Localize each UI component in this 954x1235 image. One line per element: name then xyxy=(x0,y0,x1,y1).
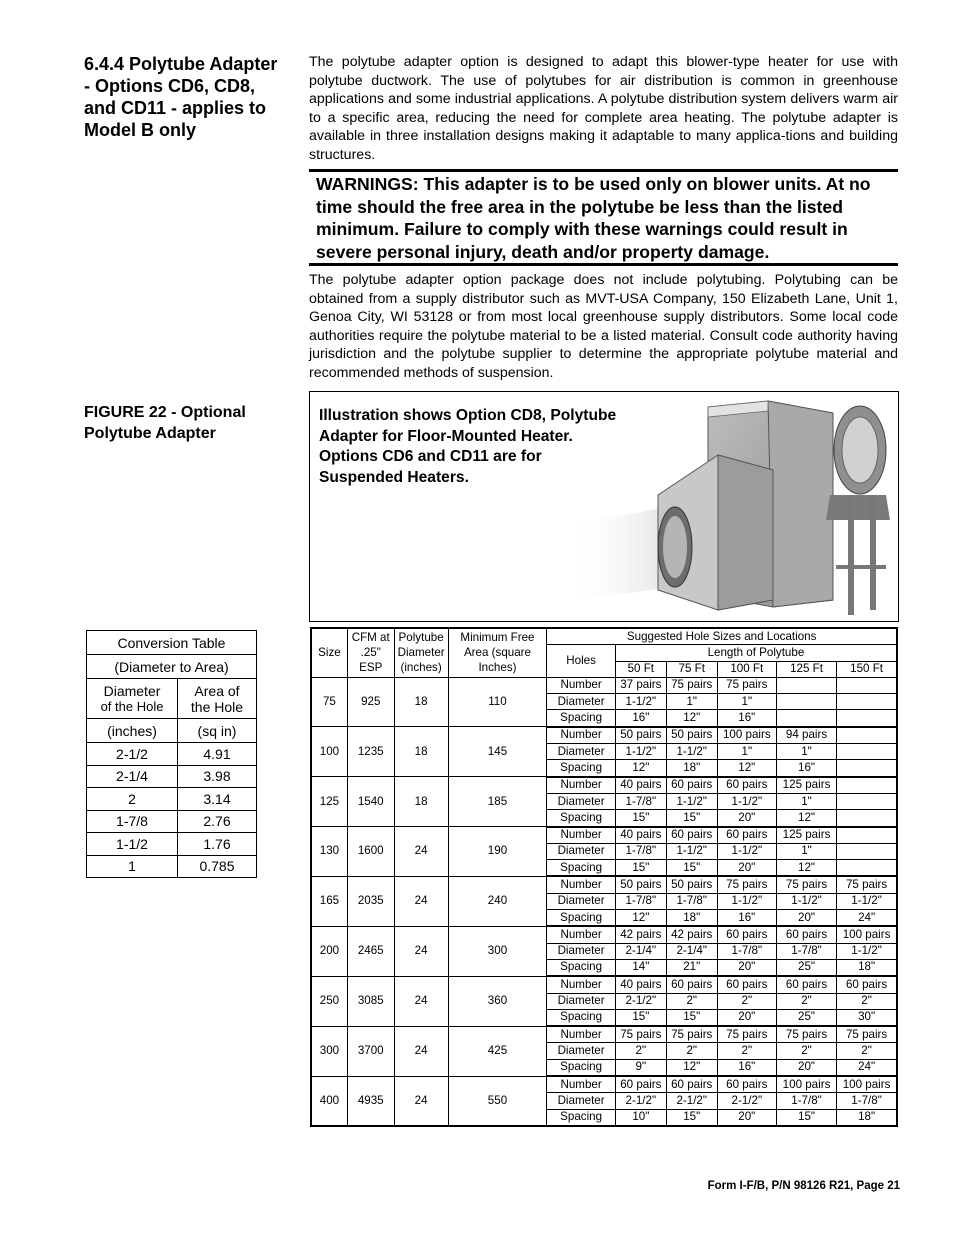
hole-attribute-label: Number xyxy=(547,1076,616,1093)
number-value-cell: 50 pairs xyxy=(666,727,717,744)
diameter-value-cell: 1-7/8" xyxy=(615,793,666,809)
area-unit: (sq in) xyxy=(178,719,257,743)
cfm-cell: 1235 xyxy=(347,727,394,777)
polytube-diameter-header: Polytube Diameter (inches) xyxy=(394,628,448,677)
number-value-cell: 37 pairs xyxy=(615,677,666,693)
spacing-value-cell: 20" xyxy=(717,959,776,976)
conversion-row xyxy=(87,788,257,811)
diameter-value-cell: 1" xyxy=(776,843,836,859)
hole-attribute-label: Diameter xyxy=(547,993,616,1009)
diameter-value-cell: 1-1/2" xyxy=(837,893,897,909)
length-150-header: 150 Ft xyxy=(837,661,897,677)
diameter-value-cell: 1-1/2" xyxy=(666,793,717,809)
spacing-value-cell: 25" xyxy=(776,959,836,976)
diameter-value-cell xyxy=(837,843,897,859)
size-cell: 125 xyxy=(311,777,347,827)
figure-caption: Illustration shows Option CD8, Polytube Adapter for Floor-Mounted Heater. Options CD6 and CD11 are for Suspended Heaters. xyxy=(319,407,617,486)
conversion-row xyxy=(87,855,257,878)
hole-attribute-label: Diameter xyxy=(547,843,616,859)
package-note-paragraph: The polytube adapter option package does not include polytubing. Polytubing can be obtained from a supply distributor such as MVT-USA Company, 150 Elizabeth Lane, Unit 1, Genoa City, WI 53128 or from most local greenhouse supply distributors. Some local code authorities require the polytube material to be a listed material. Consult code authority having jurisdiction and the polytube supplier to determine the appropriate polytube material and recommended methods of suspension. xyxy=(309,272,898,381)
size-cell: 200 xyxy=(311,926,347,976)
free-area-header: Minimum Free Area (square Inches) xyxy=(448,628,547,677)
dia-cell: 18 xyxy=(394,677,448,726)
size-cell: 300 xyxy=(311,1026,347,1076)
spacing-value-cell: 25" xyxy=(776,1009,836,1026)
number-value-cell: 75 pairs xyxy=(776,1026,836,1043)
cfm-cell: 2465 xyxy=(347,926,394,976)
spacing-value-cell: 15" xyxy=(666,1009,717,1026)
spacing-value-cell: 15" xyxy=(615,860,666,877)
area-cell: 550 xyxy=(448,1076,547,1126)
area-cell: 300 xyxy=(448,926,547,976)
number-value-cell: 60 pairs xyxy=(666,827,717,844)
spacing-value-cell: 12" xyxy=(717,760,776,777)
cfm-cell: 1540 xyxy=(347,777,394,827)
area-cell: 1.76 xyxy=(178,833,257,856)
spacing-value-cell: 10" xyxy=(615,1109,666,1126)
adapter-duct-shape xyxy=(658,455,773,610)
spacing-value-cell: 18" xyxy=(666,760,717,777)
spacing-value-cell: 18" xyxy=(837,1109,897,1126)
number-value-cell: 60 pairs xyxy=(666,976,717,993)
hole-attribute-label: Spacing xyxy=(547,710,616,727)
dia-cell: 24 xyxy=(394,876,448,926)
size-cell: 400 xyxy=(311,1076,347,1126)
length-100-header: 100 Ft xyxy=(717,661,776,677)
heater-adapter-illustration xyxy=(568,395,898,621)
conversion-title: Conversion Table xyxy=(87,631,257,655)
number-value-cell: 75 pairs xyxy=(666,1026,717,1043)
area-cell: 110 xyxy=(448,677,547,726)
diameter-cell: 2 xyxy=(87,788,178,811)
diameter-value-cell: 2" xyxy=(666,993,717,1009)
diameter-value-cell: 2-1/2" xyxy=(666,1093,717,1109)
number-value-cell: 60 pairs xyxy=(666,777,717,794)
area-cell: 360 xyxy=(448,976,547,1026)
number-value-cell: 60 pairs xyxy=(776,976,836,993)
table-row xyxy=(311,1026,897,1043)
spacing-value-cell: 24" xyxy=(837,1059,897,1076)
spacing-value-cell: 20" xyxy=(717,860,776,877)
spacing-value-cell: 21" xyxy=(666,959,717,976)
dia-cell: 18 xyxy=(394,777,448,827)
diameter-value-cell xyxy=(837,793,897,809)
spacing-value-cell xyxy=(837,860,897,877)
spacing-value-cell: 16" xyxy=(717,710,776,727)
number-value-cell: 40 pairs xyxy=(615,777,666,794)
diameter-value-cell: 1-7/8" xyxy=(615,893,666,909)
conversion-row xyxy=(87,765,257,788)
suggested-holes-header: Suggested Hole Sizes and Locations xyxy=(547,628,897,645)
spacing-value-cell: 12" xyxy=(776,860,836,877)
hole-attribute-label: Diameter xyxy=(547,793,616,809)
conversion-table xyxy=(86,630,257,878)
size-cell: 100 xyxy=(311,727,347,777)
spacing-value-cell: 9" xyxy=(615,1059,666,1076)
number-value-cell: 60 pairs xyxy=(717,926,776,943)
spacing-value-cell: 16" xyxy=(717,1059,776,1076)
spacing-value-cell: 20" xyxy=(776,1059,836,1076)
area-cell: 2.76 xyxy=(178,810,257,833)
diameter-value-cell: 2-1/2" xyxy=(615,1093,666,1109)
hole-attribute-label: Spacing xyxy=(547,1009,616,1026)
number-value-cell: 60 pairs xyxy=(666,1076,717,1093)
spacing-value-cell xyxy=(837,760,897,777)
number-value-cell: 42 pairs xyxy=(666,926,717,943)
diameter-value-cell: 1-7/8" xyxy=(717,943,776,959)
number-value-cell: 100 pairs xyxy=(717,727,776,744)
figure-title: FIGURE 22 - Optional Polytube Adapter xyxy=(84,404,246,442)
diameter-cell: 2-1/2 xyxy=(87,743,178,766)
hole-attribute-label: Spacing xyxy=(547,860,616,877)
dia-cell: 24 xyxy=(394,1026,448,1076)
number-value-cell: 125 pairs xyxy=(776,777,836,794)
spacing-value-cell: 16" xyxy=(717,910,776,927)
number-value-cell: 75 pairs xyxy=(837,876,897,893)
size-cell: 165 xyxy=(311,876,347,926)
diameter-cell: 2-1/4 xyxy=(87,765,178,788)
number-value-cell: 75 pairs xyxy=(776,876,836,893)
spacing-value-cell: 20" xyxy=(717,810,776,827)
diameter-value-cell: 1-1/2" xyxy=(615,694,666,710)
number-value-cell: 75 pairs xyxy=(717,1026,776,1043)
hole-attribute-label: Diameter xyxy=(547,694,616,710)
hole-attribute-label: Spacing xyxy=(547,910,616,927)
hole-attribute-label: Number xyxy=(547,926,616,943)
number-value-cell: 60 pairs xyxy=(776,926,836,943)
hole-attribute-label: Diameter xyxy=(547,943,616,959)
area-cell: 3.14 xyxy=(178,788,257,811)
dia-cell: 24 xyxy=(394,926,448,976)
number-value-cell: 50 pairs xyxy=(615,876,666,893)
spacing-value-cell: 16" xyxy=(615,710,666,727)
area-cell: 240 xyxy=(448,876,547,926)
size-header: Size xyxy=(311,628,347,677)
cfm-header: CFM at .25" ESP xyxy=(347,628,394,677)
page-footer: Form I-F/B, P/N 98126 R21, Page 21 xyxy=(707,1180,900,1192)
dia-cell: 24 xyxy=(394,827,448,877)
diameter-column-header: Diameter of the Hole xyxy=(87,679,178,719)
number-value-cell: 60 pairs xyxy=(615,1076,666,1093)
spacing-value-cell: 20" xyxy=(717,1009,776,1026)
length-50-header: 50 Ft xyxy=(615,661,666,677)
hole-attribute-label: Diameter xyxy=(547,893,616,909)
spacing-value-cell xyxy=(837,810,897,827)
holes-header: Holes xyxy=(547,645,616,678)
area-cell: 145 xyxy=(448,727,547,777)
number-value-cell: 40 pairs xyxy=(615,827,666,844)
number-value-cell: 75 pairs xyxy=(717,677,776,693)
diameter-value-cell: 2" xyxy=(776,993,836,1009)
spacing-value-cell: 30" xyxy=(837,1009,897,1026)
cfm-cell: 1600 xyxy=(347,827,394,877)
dia-cell: 24 xyxy=(394,976,448,1026)
number-value-cell: 50 pairs xyxy=(615,727,666,744)
diameter-value-cell xyxy=(837,744,897,760)
hole-sizes-table xyxy=(310,627,898,1127)
diameter-value-cell: 1" xyxy=(776,744,836,760)
table-row xyxy=(311,727,897,744)
number-value-cell: 100 pairs xyxy=(837,926,897,943)
diameter-value-cell: 1-7/8" xyxy=(776,1093,836,1109)
diameter-value-cell: 2" xyxy=(666,1043,717,1059)
length-125-header: 125 Ft xyxy=(776,661,836,677)
diameter-value-cell: 2-1/2" xyxy=(615,993,666,1009)
spacing-value-cell: 15" xyxy=(615,810,666,827)
number-value-cell: 94 pairs xyxy=(776,727,836,744)
number-value-cell: 60 pairs xyxy=(717,777,776,794)
diameter-cell: 1-7/8 xyxy=(87,810,178,833)
hole-attribute-label: Diameter xyxy=(547,744,616,760)
diameter-value-cell: 2-1/2" xyxy=(717,1093,776,1109)
diameter-value-cell: 1-1/2" xyxy=(717,893,776,909)
hole-attribute-label: Number xyxy=(547,727,616,744)
hole-attribute-label: Spacing xyxy=(547,1059,616,1076)
diameter-value-cell: 1-1/2" xyxy=(837,943,897,959)
number-value-cell: 60 pairs xyxy=(717,976,776,993)
conversion-subtitle: (Diameter to Area) xyxy=(87,655,257,679)
table-row xyxy=(311,926,897,943)
spacing-value-cell: 14" xyxy=(615,959,666,976)
spacing-value-cell: 24" xyxy=(837,910,897,927)
area-cell: 3.98 xyxy=(178,765,257,788)
spacing-value-cell: 15" xyxy=(666,1109,717,1126)
spacing-value-cell: 15" xyxy=(615,1009,666,1026)
number-value-cell: 40 pairs xyxy=(615,976,666,993)
dia-cell: 24 xyxy=(394,1076,448,1126)
diameter-value-cell: 1-7/8" xyxy=(776,943,836,959)
number-value-cell: 42 pairs xyxy=(615,926,666,943)
diameter-value-cell: 1" xyxy=(666,694,717,710)
number-value-cell: 100 pairs xyxy=(837,1076,897,1093)
number-value-cell xyxy=(776,677,836,693)
table-row xyxy=(311,1076,897,1093)
number-value-cell xyxy=(837,727,897,744)
table-row xyxy=(311,677,897,693)
number-value-cell xyxy=(837,827,897,844)
spacing-value-cell: 12" xyxy=(666,710,717,727)
spacing-value-cell: 16" xyxy=(776,760,836,777)
hole-attribute-label: Spacing xyxy=(547,810,616,827)
diameter-value-cell: 2" xyxy=(776,1043,836,1059)
length-75-header: 75 Ft xyxy=(666,661,717,677)
conversion-row xyxy=(87,833,257,856)
spacing-value-cell: 18" xyxy=(837,959,897,976)
spacing-value-cell xyxy=(776,710,836,727)
hole-attribute-label: Number xyxy=(547,976,616,993)
area-cell: 425 xyxy=(448,1026,547,1076)
diameter-value-cell: 1-1/2" xyxy=(717,793,776,809)
spacing-value-cell: 15" xyxy=(776,1109,836,1126)
size-cell: 250 xyxy=(311,976,347,1026)
length-header: Length of Polytube xyxy=(615,645,897,661)
cfm-cell: 3085 xyxy=(347,976,394,1026)
area-cell: 190 xyxy=(448,827,547,877)
spacing-value-cell: 12" xyxy=(615,910,666,927)
hole-attribute-label: Spacing xyxy=(547,1109,616,1126)
diameter-value-cell: 1-7/8" xyxy=(837,1093,897,1109)
conversion-row xyxy=(87,810,257,833)
number-value-cell: 50 pairs xyxy=(666,876,717,893)
spacing-value-cell: 20" xyxy=(717,1109,776,1126)
diameter-value-cell xyxy=(837,694,897,710)
area-cell: 4.91 xyxy=(178,743,257,766)
hole-attribute-label: Number xyxy=(547,677,616,693)
size-cell: 130 xyxy=(311,827,347,877)
diameter-value-cell: 1" xyxy=(717,744,776,760)
cfm-cell: 3700 xyxy=(347,1026,394,1076)
diameter-value-cell: 2-1/4" xyxy=(615,943,666,959)
diameter-value-cell: 1" xyxy=(776,793,836,809)
diameter-value-cell xyxy=(776,694,836,710)
cfm-cell: 925 xyxy=(347,677,394,726)
diameter-value-cell: 1-1/2" xyxy=(666,744,717,760)
area-cell: 185 xyxy=(448,777,547,827)
table-row xyxy=(311,876,897,893)
diameter-value-cell: 1-1/2" xyxy=(615,744,666,760)
spacing-value-cell: 12" xyxy=(666,1059,717,1076)
dia-cell: 18 xyxy=(394,727,448,777)
conversion-row xyxy=(87,743,257,766)
cfm-cell: 4935 xyxy=(347,1076,394,1126)
spacing-value-cell: 15" xyxy=(666,860,717,877)
number-value-cell: 60 pairs xyxy=(717,1076,776,1093)
hole-attribute-label: Number xyxy=(547,777,616,794)
warning-text: WARNINGS: This adapter is to be used only on blower units. At no time should the free area in the polytube be less than the listed minimum. Failure to comply with these warnings could result in severe personal injury, death and/or property damage. xyxy=(316,174,871,262)
number-value-cell: 100 pairs xyxy=(776,1076,836,1093)
diameter-cell: 1 xyxy=(87,855,178,878)
number-value-cell xyxy=(837,777,897,794)
cfm-cell: 2035 xyxy=(347,876,394,926)
number-value-cell: 60 pairs xyxy=(717,827,776,844)
diameter-value-cell: 1-1/2" xyxy=(776,893,836,909)
number-value-cell: 75 pairs xyxy=(717,876,776,893)
table-row xyxy=(311,777,897,794)
spacing-value-cell xyxy=(837,710,897,727)
hole-attribute-label: Diameter xyxy=(547,1093,616,1109)
area-cell: 0.785 xyxy=(178,855,257,878)
hole-attribute-label: Diameter xyxy=(547,1043,616,1059)
section-heading: 6.4.4 Polytube Adapter - Options CD6, CD8, and CD11 - applies to Model B only xyxy=(84,54,278,140)
hole-attribute-label: Number xyxy=(547,876,616,893)
table-row xyxy=(311,976,897,993)
diameter-value-cell: 2" xyxy=(615,1043,666,1059)
hole-attribute-label: Spacing xyxy=(547,760,616,777)
number-value-cell xyxy=(837,677,897,693)
diameter-cell: 1-1/2 xyxy=(87,833,178,856)
hole-attribute-label: Number xyxy=(547,827,616,844)
diameter-value-cell: 2" xyxy=(717,993,776,1009)
number-value-cell: 60 pairs xyxy=(837,976,897,993)
number-value-cell: 75 pairs xyxy=(666,677,717,693)
diameter-value-cell: 1-7/8" xyxy=(666,893,717,909)
spacing-value-cell: 18" xyxy=(666,910,717,927)
hole-attribute-label: Spacing xyxy=(547,959,616,976)
spacing-value-cell: 12" xyxy=(615,760,666,777)
spacing-value-cell: 12" xyxy=(776,810,836,827)
diameter-value-cell: 2-1/4" xyxy=(666,943,717,959)
diameter-value-cell: 2" xyxy=(717,1043,776,1059)
number-value-cell: 125 pairs xyxy=(776,827,836,844)
blower-wheel-shape xyxy=(826,406,890,520)
diameter-value-cell: 2" xyxy=(837,1043,897,1059)
diameter-value-cell: 1-1/2" xyxy=(717,843,776,859)
number-value-cell: 75 pairs xyxy=(615,1026,666,1043)
intro-paragraph: The polytube adapter option is designed to adapt this blower-type heater for use with polytube ductwork. The use of polytubes for air distribution is common in greenhouse applications and some industrial applications. A polytube distribution system delivers warm air to a specific area, reducing the need for complete area heating. The polytube adapter is available in three installation designs making it adaptable to many applica-tions and building structures. xyxy=(309,54,898,163)
diameter-value-cell: 1-7/8" xyxy=(615,843,666,859)
hole-attribute-label: Number xyxy=(547,1026,616,1043)
number-value-cell: 75 pairs xyxy=(837,1026,897,1043)
spacing-value-cell: 15" xyxy=(666,810,717,827)
size-cell: 75 xyxy=(311,677,347,726)
diameter-value-cell: 1" xyxy=(717,694,776,710)
spacing-value-cell: 20" xyxy=(776,910,836,927)
table-row xyxy=(311,827,897,844)
diameter-value-cell: 2" xyxy=(837,993,897,1009)
diameter-unit: (inches) xyxy=(87,719,178,743)
diameter-value-cell: 1-1/2" xyxy=(666,843,717,859)
area-column-header: Area of the Hole xyxy=(178,679,257,719)
